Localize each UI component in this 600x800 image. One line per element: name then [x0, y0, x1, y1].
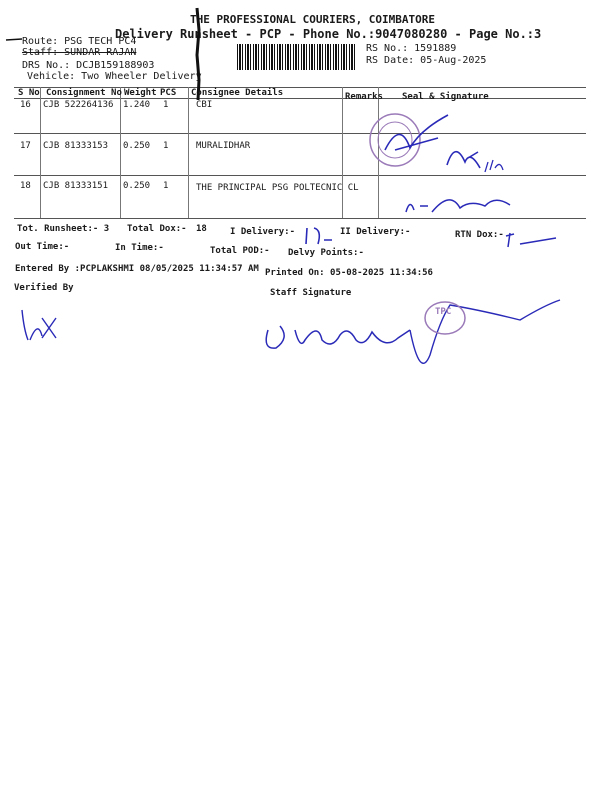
out-time: Out Time:- — [15, 242, 70, 252]
total-dox-label: Total Dox:- — [127, 224, 187, 234]
staff-signature-flourish — [410, 300, 560, 363]
row-consignment: CJB 522264136 — [43, 100, 114, 110]
ii-delivery: II Delivery:- — [340, 227, 411, 237]
row-consignment: CJB 81333151 — [43, 181, 109, 191]
staff-signature — [266, 326, 410, 348]
column-header: S No — [18, 88, 40, 98]
column-header: Consignment No — [46, 88, 122, 98]
handwritten-count — [306, 228, 332, 244]
column-header: Seal & Signature — [402, 92, 489, 102]
staff-signature-label: Staff Signature — [270, 288, 352, 298]
drs-number: DRS No.: DCJB159188903 — [22, 60, 155, 71]
delivery-signature — [447, 152, 480, 168]
row-weight: 1.240 — [123, 100, 151, 110]
handwritten-date — [485, 160, 503, 172]
rtn-dox: RTN Dox:- — [455, 230, 504, 240]
in-time: In Time:- — [115, 243, 164, 253]
vehicle-label: Vehicle: Two Wheeler Delivery — [27, 71, 202, 82]
row-pcs: 1 — [163, 181, 169, 191]
rs-number: RS No.: 1591889 — [366, 43, 457, 54]
column-header: PCS — [160, 88, 177, 98]
row-pcs: 1 — [163, 100, 169, 110]
row-weight: 0.250 — [123, 141, 151, 151]
delivery-signature — [406, 200, 510, 212]
column-header: Weight — [124, 88, 157, 98]
row-consignment: CJB 81333153 — [43, 141, 109, 151]
verified-by: Verified By — [14, 283, 74, 293]
verified-signature — [22, 310, 56, 340]
row-sno: 17 — [20, 141, 31, 151]
pen-mark — [506, 233, 556, 247]
column-header: Consignee Details — [191, 88, 284, 98]
tot-runsheet: Tot. Runsheet:- 3 — [17, 224, 110, 234]
tpc-stamp-text: TPC — [435, 307, 452, 317]
delivery-signature — [385, 115, 448, 150]
column-header: Remarks — [345, 92, 383, 102]
route-label: Route: PSG TECH PC4 — [22, 36, 137, 47]
staff-label: Staff: SUNDAR RAJAN — [22, 47, 137, 58]
row-pcs: 1 — [163, 141, 169, 151]
pen-mark — [6, 39, 22, 40]
i-delivery: I Delivery:- — [230, 227, 296, 237]
delvy-points: Delvy Points:- — [288, 248, 364, 258]
row-weight: 0.250 — [123, 181, 151, 191]
company-title: THE PROFESSIONAL COURIERS, COIMBATORE — [190, 13, 436, 26]
row-consignee: MURALIDHAR — [196, 141, 251, 151]
row-consignee: CBI — [196, 100, 213, 110]
total-pod: Total POD:- — [210, 246, 270, 256]
entered-by: Entered By :PCPLAKSHMI 08/05/2025 11:34:57 AM — [15, 264, 259, 274]
row-sno: 16 — [20, 100, 31, 110]
rs-date: RS Date: 05-Aug-2025 — [366, 55, 487, 66]
printed-on: Printed On: 05-08-2025 11:34:56 — [265, 268, 433, 278]
row-sno: 18 — [20, 181, 31, 191]
scan-streak — [197, 8, 199, 100]
row-consignee: THE PRINCIPAL PSG POLTECNIC CL — [196, 183, 359, 193]
runsheet-title: Delivery Runsheet - PCP - Phone No.:9047080280 - Page No.:3 — [115, 27, 542, 41]
total-dox-value: 18 — [196, 224, 207, 234]
